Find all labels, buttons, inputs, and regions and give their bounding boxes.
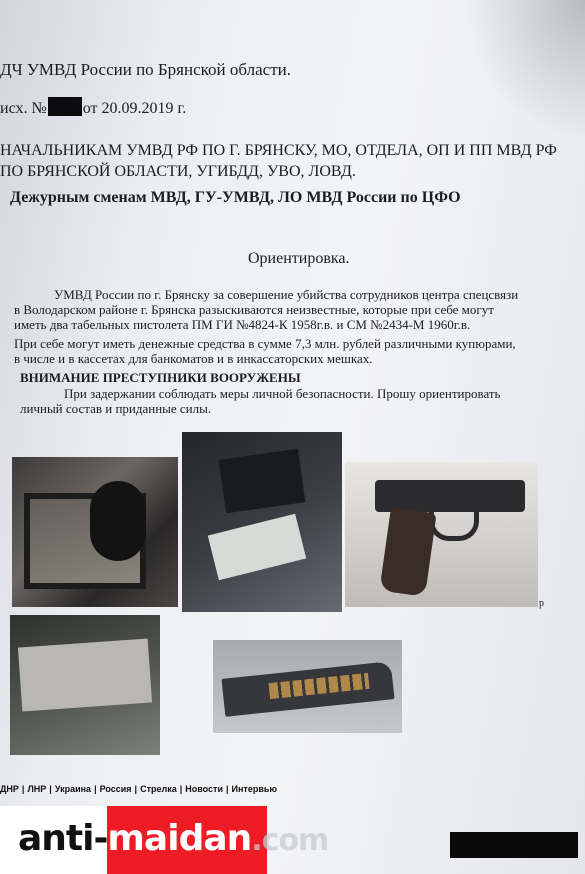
document-title: Ориентировка. xyxy=(248,250,350,267)
nav-link-interview[interactable]: Интервью xyxy=(231,784,278,794)
duty-line: Дежурным сменам МВД, ГУ-УМВД, ЛО МВД России по ЦФО xyxy=(10,189,461,206)
addressee-line: ПО БРЯНСКОЙ ОБЛАСТИ, УГИБДД, УВО, ЛОВД. xyxy=(0,163,356,180)
logo-part-domain: .com xyxy=(251,823,329,858)
box-shape xyxy=(18,639,152,712)
site-nav xyxy=(0,779,585,799)
logo-part-maidan: maidan xyxy=(107,818,252,859)
nav-separator: | xyxy=(49,784,52,794)
pistol-trigger-guard xyxy=(429,508,479,541)
nav-separator: | xyxy=(134,784,138,794)
reference-prefix: исх. № xyxy=(0,100,47,117)
nav-link-news[interactable]: Новости xyxy=(185,784,223,794)
page-shadow xyxy=(465,0,585,140)
redaction-block-bottom xyxy=(450,832,578,858)
paragraph-2 xyxy=(14,336,584,366)
nav-separator: | xyxy=(226,784,229,794)
photo-case xyxy=(182,432,342,612)
nav-separator: | xyxy=(21,784,25,794)
site-logo[interactable] xyxy=(0,806,330,874)
pistol-grip xyxy=(379,507,436,597)
paragraph-line: в Володарском районе г. Брянска разыскиваются неизвестные, которые при себе могут xyxy=(14,302,494,317)
photo-monitor xyxy=(12,457,178,607)
paragraph-line: При себе могут иметь денежные средства в сумме 7,3 млн. рублей различными купюрами, xyxy=(14,336,516,351)
photo-box xyxy=(10,615,160,755)
paragraph-1 xyxy=(14,287,584,332)
paragraph-line: личный состав и приданные силы. xyxy=(20,401,212,416)
photo-magazine xyxy=(213,640,402,733)
nav-link-ukraine[interactable]: Украина xyxy=(54,784,92,794)
paragraph-line: в числе и в кассетах для банкоматов и в инкассаторских мешках. xyxy=(14,351,373,366)
paragraph-line: УМВД России по г. Брянску за совершение убийства сотрудников центра спецсвязи xyxy=(54,287,519,302)
nav-link-dnr[interactable]: ДНР xyxy=(0,784,19,794)
paragraph-3 xyxy=(20,386,580,416)
nav-separator: | xyxy=(94,784,97,794)
warning-heading: ВНИМАНИЕ ПРЕСТУПНИКИ ВООРУЖЕНЫ xyxy=(20,370,301,385)
case-shape xyxy=(219,449,306,514)
addressees xyxy=(0,140,557,182)
label-plate xyxy=(208,514,306,580)
addressee-line: НАЧАЛЬНИКАМ УМВД РФ ПО Г. БРЯНСКУ, МО, ОТДЕЛА, ОП И ПП МВД РФ xyxy=(0,142,557,159)
logo-part-anti: anti- xyxy=(18,818,108,859)
nav-link-strelka[interactable]: Стрелка xyxy=(140,784,177,794)
redaction-block xyxy=(48,97,82,116)
paragraph-line: При задержании соблюдать меры личной безопасности. Прошу ориентировать xyxy=(64,386,501,401)
photo-mark: р xyxy=(539,598,544,609)
logo-text xyxy=(18,818,328,859)
paragraph-line: иметь два табельных пистолета ПМ ГИ №4824-К 1958г.в. и СМ №2434-М 1960г.в. xyxy=(14,317,471,332)
reference-line xyxy=(0,97,186,118)
nav-link-lnr[interactable]: ЛНР xyxy=(27,784,47,794)
gloved-hand xyxy=(90,481,146,561)
nav-link-russia[interactable]: Россия xyxy=(99,784,132,794)
reference-date: от 20.09.2019 г. xyxy=(82,100,187,117)
nav-separator: | xyxy=(179,784,183,794)
header-org: ДЧ УМВД России по Брянской области. xyxy=(0,60,291,79)
photo-pistol xyxy=(345,462,538,607)
